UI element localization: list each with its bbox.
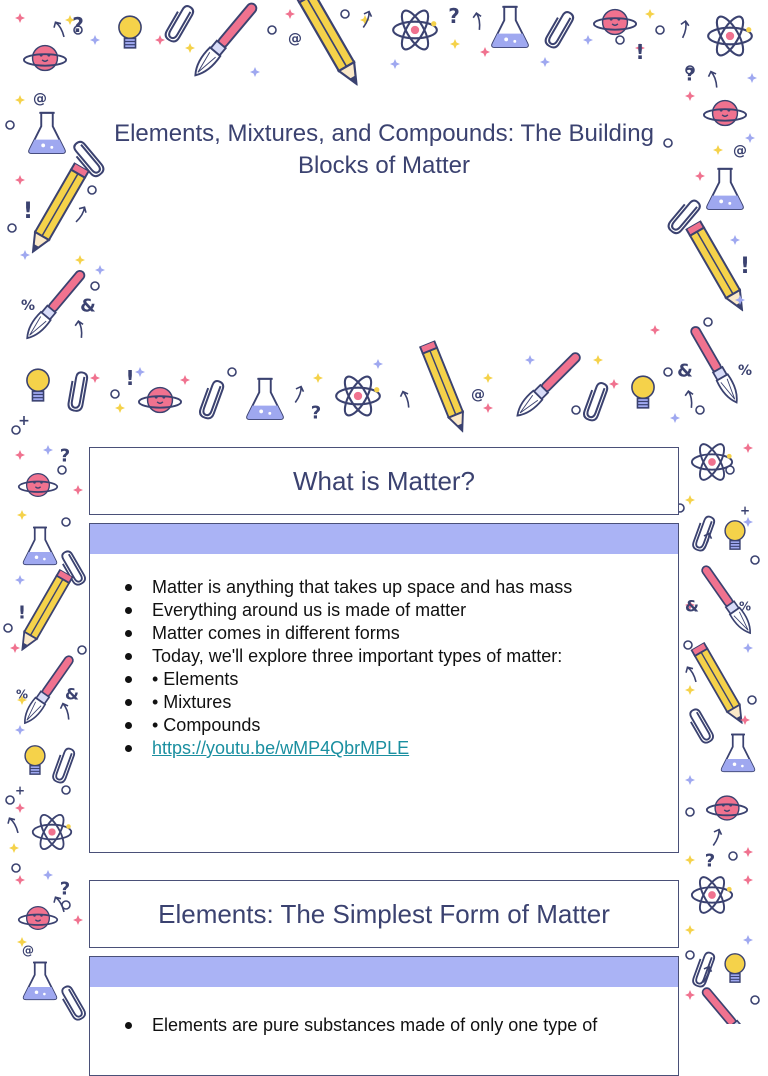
star-doodle-icon (390, 59, 400, 69)
ring-doodle-icon (228, 368, 236, 376)
ring-doodle-icon (572, 406, 580, 414)
star-doodle-icon (20, 250, 30, 260)
arrow-doodle-icon (710, 828, 723, 847)
accent-bar (90, 524, 678, 554)
accent-bar (90, 957, 678, 987)
flask-doodle-icon (707, 169, 743, 209)
star-doodle-icon (685, 855, 695, 865)
flask-doodle-icon (24, 528, 57, 565)
ring-doodle-icon (111, 390, 119, 398)
star-doodle-icon (10, 643, 20, 653)
planet-doodle-icon (594, 10, 636, 35)
planet-doodle-icon (707, 796, 747, 820)
star-doodle-icon (685, 685, 695, 695)
ring-doodle-icon (656, 26, 664, 34)
bulb-doodle-icon (25, 746, 45, 774)
list-item: Everything around us is made of matter (152, 599, 678, 622)
star-doodle-icon (17, 510, 27, 520)
atom-doodle-icon (336, 373, 380, 419)
symbol-doodle-icon: & (677, 360, 693, 382)
star-doodle-icon (743, 847, 753, 857)
flask-doodle-icon (722, 735, 755, 772)
star-doodle-icon (15, 803, 25, 813)
ring-doodle-icon (751, 556, 759, 564)
star-doodle-icon (645, 9, 655, 19)
arrow-doodle-icon (399, 390, 412, 409)
arrow-doodle-icon (292, 385, 305, 404)
flask-doodle-icon (24, 963, 57, 1000)
symbol-doodle-icon: ? (59, 445, 71, 467)
symbol-doodle-icon: + (739, 503, 751, 518)
section-heading-label: What is Matter? (292, 465, 476, 496)
symbol-doodle-icon: ? (684, 64, 696, 86)
list-item: • Mixtures (152, 691, 678, 714)
star-doodle-icon (583, 35, 593, 45)
planet-doodle-icon (139, 388, 181, 413)
symbol-doodle-icon: @ (33, 91, 47, 107)
star-doodle-icon (15, 875, 25, 885)
list-item: • Elements (152, 668, 678, 691)
star-doodle-icon (95, 265, 105, 275)
page-title: Elements, Mixtures, and Compounds: The Building Blocks of Matter (114, 120, 654, 179)
star-doodle-icon (685, 925, 695, 935)
symbol-doodle-icon: ? (310, 402, 322, 424)
symbol-doodle-icon: % (20, 298, 36, 314)
atom-doodle-icon (692, 441, 732, 484)
clip-doodle-icon (543, 9, 575, 50)
flask-doodle-icon (247, 379, 283, 419)
clip-doodle-icon (691, 514, 715, 552)
ring-doodle-icon (58, 466, 66, 474)
bullet-list (90, 1014, 678, 1037)
star-doodle-icon (540, 57, 550, 67)
star-doodle-icon (135, 367, 145, 377)
section-heading-label: Elements: The Simplest Form of Matter (158, 898, 610, 929)
star-doodle-icon (15, 175, 25, 185)
symbol-doodle-icon: @ (288, 31, 302, 47)
symbol-doodle-icon: ? (72, 13, 84, 38)
star-doodle-icon (15, 725, 25, 735)
ring-doodle-icon (696, 406, 704, 414)
atom-doodle-icon (708, 13, 752, 59)
arrow-doodle-icon (52, 20, 67, 39)
symbol-doodle-icon: ! (17, 602, 27, 624)
clip-doodle-icon (198, 379, 224, 420)
bulb-doodle-icon (27, 369, 49, 401)
symbol-doodle-icon: % (737, 363, 753, 379)
star-doodle-icon (730, 235, 740, 245)
ring-doodle-icon (12, 864, 20, 872)
list-item: Elements are pure substances made of only one type of (152, 1014, 678, 1037)
star-doodle-icon (743, 643, 753, 653)
ring-doodle-icon (748, 696, 756, 704)
star-doodle-icon (685, 775, 695, 785)
symbol-doodle-icon: ? (704, 850, 716, 872)
star-doodle-icon (75, 255, 85, 265)
symbol-doodle-icon: ! (22, 198, 34, 224)
ring-doodle-icon (91, 282, 99, 290)
symbol-doodle-icon: ! (635, 40, 645, 65)
star-doodle-icon (180, 375, 190, 385)
symbol-doodle-icon: @ (22, 943, 34, 958)
symbol-doodle-icon: @ (471, 387, 485, 403)
ring-doodle-icon (62, 518, 70, 526)
symbol-doodle-icon: & (685, 596, 699, 616)
arrow-doodle-icon (74, 320, 85, 338)
symbol-doodle-icon: ! (739, 253, 751, 279)
list-item: Matter is anything that takes up space and has mass (152, 576, 678, 599)
star-doodle-icon (90, 373, 100, 383)
ring-doodle-icon (704, 318, 712, 326)
symbol-doodle-icon: % (738, 599, 752, 614)
atom-doodle-icon (393, 7, 437, 53)
pencil-doodle-icon (420, 341, 469, 434)
symbol-doodle-icon: & (65, 684, 79, 704)
star-doodle-icon (670, 413, 680, 423)
star-doodle-icon (685, 91, 695, 101)
star-doodle-icon (713, 145, 723, 155)
arrow-doodle-icon (684, 665, 699, 684)
star-doodle-icon (285, 9, 295, 19)
star-doodle-icon (609, 379, 619, 389)
star-doodle-icon (745, 133, 755, 143)
ring-doodle-icon (686, 808, 694, 816)
bulb-doodle-icon (725, 954, 745, 982)
clip-doodle-icon (58, 985, 87, 1022)
star-doodle-icon (483, 373, 493, 383)
ring-doodle-icon (8, 224, 16, 232)
star-doodle-icon (15, 95, 25, 105)
ring-doodle-icon (616, 36, 624, 44)
star-doodle-icon (185, 43, 195, 53)
ring-doodle-icon (726, 466, 734, 474)
star-doodle-icon (525, 355, 535, 365)
symbol-doodle-icon: @ (733, 143, 747, 159)
list-item (152, 737, 678, 760)
star-doodle-icon (695, 171, 705, 181)
symbol-doodle-icon: + (18, 413, 30, 429)
star-doodle-icon (15, 575, 25, 585)
ring-doodle-icon (686, 951, 694, 959)
star-doodle-icon (73, 485, 83, 495)
ring-doodle-icon (751, 996, 759, 1004)
star-doodle-icon (650, 325, 660, 335)
content-card-elements (89, 956, 679, 1076)
section-heading-elements (89, 880, 679, 948)
arrow-doodle-icon (684, 390, 695, 408)
star-doodle-icon (43, 870, 53, 880)
ring-doodle-icon (341, 10, 349, 18)
arrow-doodle-icon (6, 816, 21, 835)
star-doodle-icon (250, 67, 260, 77)
brush-doodle-icon (688, 324, 743, 405)
section-heading-what-is-matter (89, 447, 679, 515)
bulb-doodle-icon (632, 376, 654, 408)
ring-doodle-icon (664, 368, 672, 376)
ring-doodle-icon (88, 186, 96, 194)
list-item: Today, we'll explore three important types of matter: (152, 645, 678, 668)
star-doodle-icon (90, 35, 100, 45)
star-doodle-icon (115, 403, 125, 413)
clip-doodle-icon (582, 381, 608, 422)
star-doodle-icon (480, 47, 490, 57)
ring-doodle-icon (6, 796, 14, 804)
flask-doodle-icon (492, 7, 528, 47)
video-link[interactable]: https://youtu.be/wMP4QbrMPLE (152, 738, 410, 758)
atom-doodle-icon (692, 874, 732, 917)
star-doodle-icon (450, 39, 460, 49)
planet-doodle-icon (704, 101, 746, 126)
star-doodle-icon (685, 495, 695, 505)
star-doodle-icon (9, 843, 19, 853)
star-doodle-icon (15, 13, 25, 23)
star-doodle-icon (743, 443, 753, 453)
bullet-list (90, 576, 678, 760)
star-doodle-icon (73, 915, 83, 925)
arrow-doodle-icon (679, 20, 690, 38)
clip-doodle-icon (686, 708, 715, 745)
symbol-doodle-icon: ? (59, 878, 71, 900)
bulb-doodle-icon (119, 16, 141, 48)
ring-doodle-icon (684, 641, 692, 649)
arrow-doodle-icon (73, 205, 88, 224)
star-doodle-icon (743, 935, 753, 945)
star-doodle-icon (743, 517, 753, 527)
star-doodle-icon (313, 373, 323, 383)
content-card-what-is-matter (89, 523, 679, 853)
ring-doodle-icon (62, 786, 70, 794)
clip-doodle-icon (51, 746, 75, 784)
arrow-doodle-icon (472, 12, 483, 30)
ring-doodle-icon (729, 852, 737, 860)
symbol-doodle-icon: + (14, 783, 26, 798)
ring-doodle-icon (268, 26, 276, 34)
ring-doodle-icon (78, 646, 86, 654)
planet-doodle-icon (24, 46, 66, 71)
star-doodle-icon (685, 990, 695, 1000)
bulb-doodle-icon (725, 521, 745, 549)
star-doodle-icon (743, 875, 753, 885)
clip-doodle-icon (163, 3, 195, 44)
list-item: Matter comes in different forms (152, 622, 678, 645)
arrow-doodle-icon (707, 70, 720, 89)
flask-doodle-icon (29, 113, 65, 153)
star-doodle-icon (747, 73, 757, 83)
brush-doodle-icon (190, 0, 260, 80)
list-item: • Compounds (152, 714, 678, 737)
symbol-doodle-icon: & (80, 295, 96, 317)
atom-doodle-icon (33, 812, 72, 853)
ring-doodle-icon (6, 121, 14, 129)
planet-doodle-icon (19, 907, 58, 930)
star-doodle-icon (43, 445, 53, 455)
symbol-doodle-icon: % (15, 687, 29, 702)
arrow-doodle-icon (59, 702, 72, 721)
star-doodle-icon (15, 450, 25, 460)
star-doodle-icon (155, 35, 165, 45)
symbol-doodle-icon: ? (448, 4, 460, 29)
brush-doodle-icon (699, 985, 760, 1024)
clip-doodle-icon (67, 371, 88, 412)
planet-doodle-icon (19, 474, 58, 497)
star-doodle-icon (593, 355, 603, 365)
pencil-doodle-icon (295, 0, 364, 88)
star-doodle-icon (373, 359, 383, 369)
ring-doodle-icon (4, 624, 12, 632)
symbol-doodle-icon: ! (125, 366, 135, 391)
star-doodle-icon (483, 403, 493, 413)
